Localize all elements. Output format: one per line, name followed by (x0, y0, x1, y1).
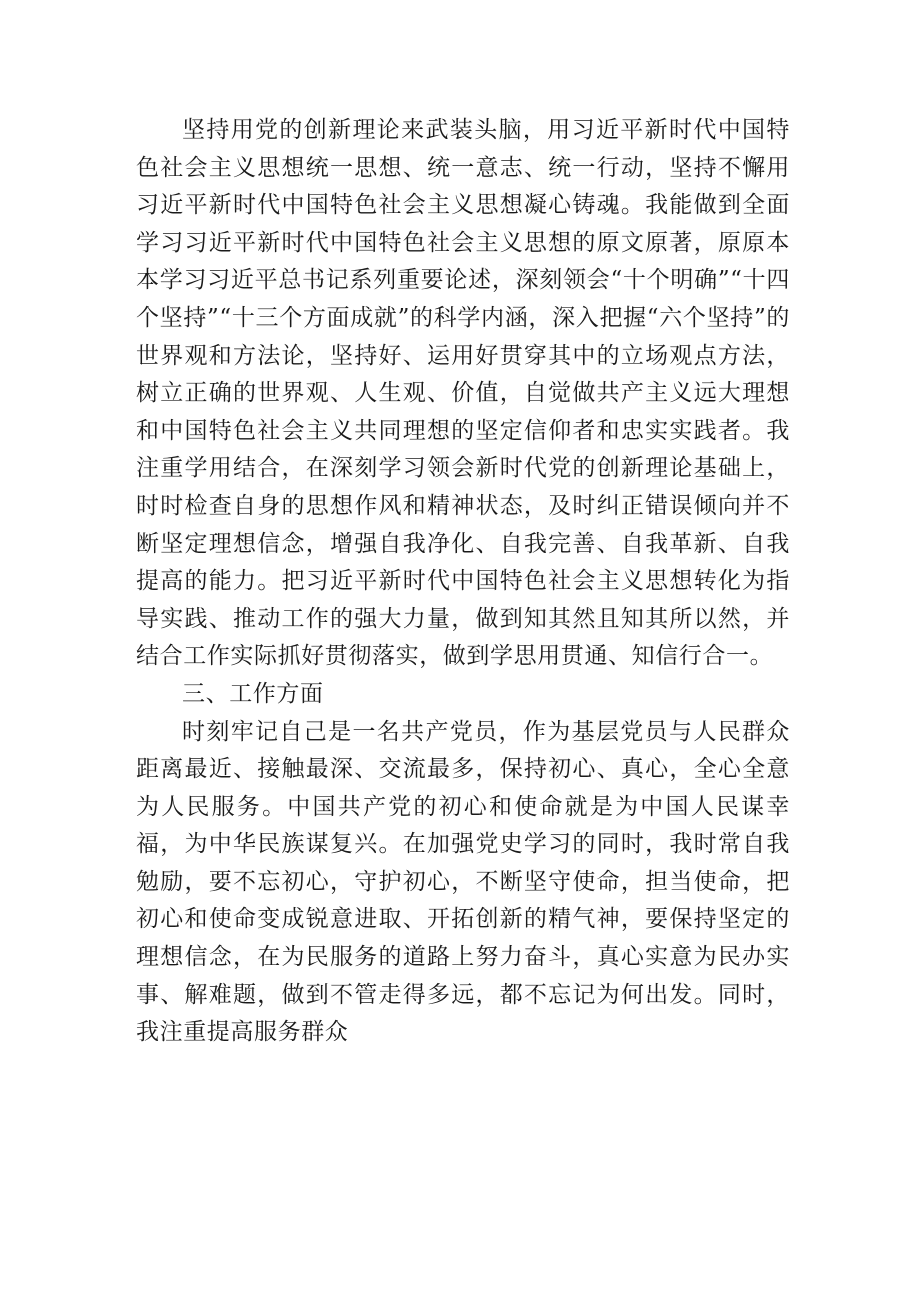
document-body (136, 112, 790, 1052)
section-heading-work: 三、工作方面 (182, 680, 324, 707)
paragraph-theory-study: 坚持用党的创新理论来武装头脑，用习近平新时代中国特色社会主义思想统一思想、统一意志、统一行动，坚持不懈用习近平新时代中国特色社会主义思想凝心铸魂。我能做到全面学习习近平新时代中国特色社会主义思想的原文原著，原原本本学习习近平总书记系列重要论述，深刻领会“十个明确”“十四个坚持”“十三个方面成就”的科学内涵，深入把握“六个坚持”的世界观和方法论，坚持好、运用好贯穿其中的立场观点方法，树立正确的世界观、人生观、价值，自觉做共产主义远大理想和中国特色社会主义共同理想的坚定信仰者和忠实实践者。我注重学用结合，在深刻学习领会新时代党的创新理论基础上，时时检查自身的思想作风和精神状态，及时纠正错误倾向并不断坚定理想信念，增强自我净化、自我完善、自我革新、自我提高的能力。把习近平新时代中国特色社会主义思想转化为指导实践、推动工作的强大力量，做到知其然且知其所以然，并结合工作实际抓好贯彻落实，做到学思用贯通、知信行合一。 (136, 117, 790, 670)
paragraph-work-aspect: 时刻牢记自己是一名共产党员，作为基层党员与人民群众距离最近、接触最深、交流最多，保持初心、真心，全心全意为人民服务。中国共产党的初心和使命就是为中国人民谋幸福，为中华民族谋复兴。在加强党史学习的同时，我时常自我勉励，要不忘初心，守护初心，不断坚守使命，担当使命，把初心和使命变成锐意进取、开拓创新的精气神，要保持坚定的理想信念，在为民服务的道路上努力奋斗，真心实意为民办实事、解难题，做到不管走得多远，都不忘记为何出发。同时，我注重提高服务群众 (136, 718, 790, 1046)
